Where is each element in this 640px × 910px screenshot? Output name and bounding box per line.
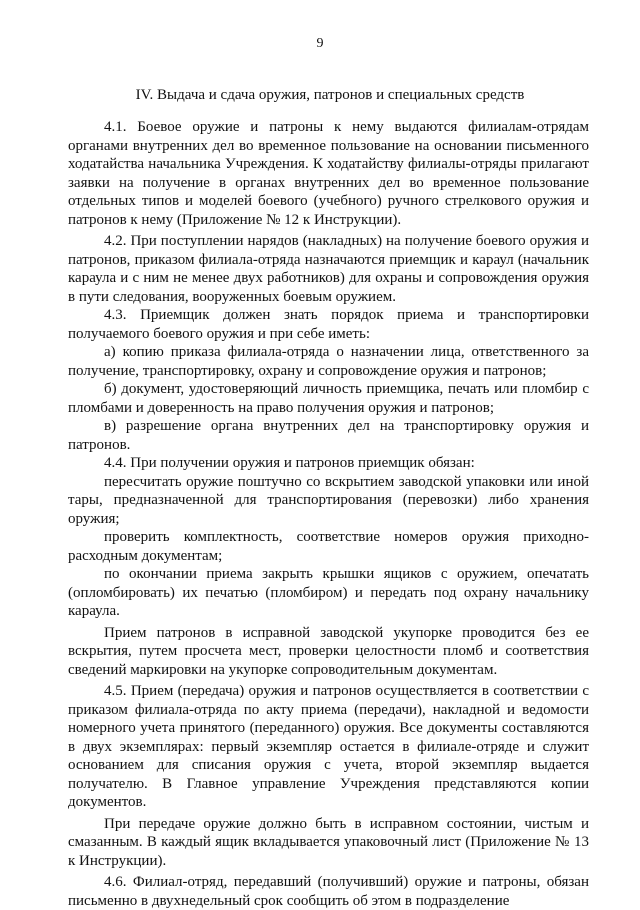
document-body	[68, 118, 589, 910]
duty-seal-boxes: по окончании приема закрыть крышки ящиков с оружием, опечатать (опломбировать) их печатью (пломбиром) и передать под охрану начальнику караула.	[68, 566, 589, 619]
paragraph-4-1: 4.1. Боевое оружие и патроны к нему выдаются филиалам-отрядам органами внутренних дел во временное пользование на основании письменного ходатайства начальника Учреждения. К ходатайству филиалы-отряды прилагают заявки на получение в органах внутренних дел во временное пользование отдельных типов и моделей боевого (учебного) ручного стрелкового оружия и патронов к нему (Приложение № 12 к Инструкции).	[68, 119, 589, 228]
page-number: 9	[316, 36, 324, 51]
paragraph-4-6: 4.6. Филиал-отряд, передавший (получивший) оружие и патроны, обязан письменно в двухнедельный срок сообщить об этом в подразделение	[68, 874, 589, 909]
paragraph-4-4: 4.4. При получении оружия и патронов приемщик обязан:	[104, 455, 475, 471]
paragraph-4-5: 4.5. Прием (передача) оружия и патронов осуществляется в соответствии с приказом филиала-отряда по акту приема (передачи), накладной и ведомости номерного учета принятого (переданного) оружия. Все документы составляются в двух экземплярах: первый экземпляр остается в филиале-отряде и служит основанием для списания оружия с учета, второй экземпляр выдается получателю. В Главное управление Учреждения представляются копии документов.	[68, 683, 589, 810]
section-heading: IV. Выдача и сдача оружия, патронов и специальных средств	[135, 87, 525, 103]
paragraph-transfer: При передаче оружие должно быть в исправном состоянии, чистым и смазанным. В каждый ящик вкладывается упаковочный лист (Приложение № 13 к Инструкции).	[68, 815, 589, 869]
duty-check-completeness: проверить комплектность, соответствие номеров оружия приходно-расходным документам;	[68, 529, 589, 564]
duty-count-weapons: пересчитать оружие поштучно со вскрытием заводской упаковки или иной тары, предназначенной для транспортирования (перевозки) либо хранения оружия;	[68, 473, 589, 527]
paragraph-cartridges: Прием патронов в исправной заводской укупорке проводится без ее вскрытия, путем просчета мест, проверки целостности пломб и соответствия сведений маркировки на укупорке сопроводительным документам.	[68, 624, 589, 678]
paragraph-4-3: 4.3. Приемщик должен знать порядок приема и транспортировки получаемого боевого оружия и при себе иметь:	[68, 307, 589, 342]
list-item-a: а) копию приказа филиала-отряда о назначении лица, ответственного за получение, транспортировку, охрану и сопровождение оружия и патронов;	[68, 344, 589, 379]
list-item-b: б) документ, удостоверяющий личность приемщика, печать или пломбир с пломбами и доверенность на право получения оружия и патронов;	[68, 381, 589, 416]
paragraph-4-2: 4.2. При поступлении нарядов (накладных) на получение боевого оружия и патронов, приказом филиала-отряда назначаются приемщик и караул (начальник караула и с ним не менее двух работников) для охраны и сопровождения оружия в пути следования, вооруженных боевым оружием.	[68, 233, 589, 305]
list-item-c: в) разрешение органа внутренних дел на транспортировку оружия и патронов.	[68, 418, 589, 453]
